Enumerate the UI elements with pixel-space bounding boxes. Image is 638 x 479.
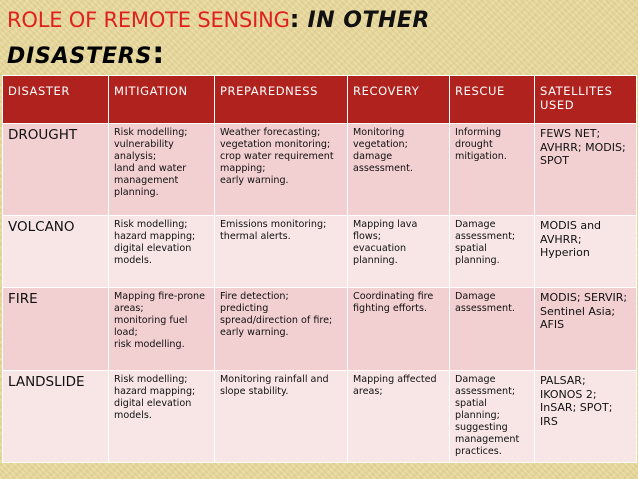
cell-mitigation: Risk modelling; hazard mapping; digital elevation models. [109,216,215,288]
cell-disaster: DROUGHT [3,124,109,216]
header-preparedness: PREPAREDNESS [215,76,348,124]
cell-recovery: Mapping lava flows; evacuation planning. [348,216,450,288]
title-colon-2: : [152,36,165,71]
cell-mitigation: Risk modelling; vulnerability analysis; land and water management planning. [109,124,215,216]
cell-preparedness: Emissions monitoring; thermal alerts. [215,216,348,288]
cell-satellites: FEWS NET; AVHRR; MODIS; SPOT [535,124,637,216]
cell-recovery: Coordinating fire fighting efforts. [348,288,450,371]
table-row [3,216,637,288]
cell-preparedness: Weather forecasting; vegetation monitoring; crop water requirement mapping; early warning. [215,124,348,216]
header-recovery: RECOVERY [348,76,450,124]
cell-mitigation: Mapping fire-prone areas; monitoring fuel load; risk modelling. [109,288,215,371]
cell-preparedness: Monitoring rainfall and slope stability. [215,371,348,463]
cell-preparedness: Fire detection; predicting spread/direction of fire; early warning. [215,288,348,371]
cell-recovery: Monitoring vegetation; damage assessment. [348,124,450,216]
header-satellites: SATELLITES USED [535,76,637,124]
cell-satellites: MODIS; SERVIR; Sentinel Asia; AFIS [535,288,637,371]
slide-title [7,0,633,40]
title-rest: IN OTHER [299,8,430,33]
cell-mitigation: Risk modelling; hazard mapping; digital elevation models. [109,371,215,463]
table-header-row [3,76,637,124]
cell-rescue: Damage assessment; spatial planning. [450,216,535,288]
cell-disaster: VOLCANO [3,216,109,288]
cell-satellites: MODIS and AVHRR; Hyperion [535,216,637,288]
cell-rescue: Informing drought mitigation. [450,124,535,216]
title-colon: : [289,5,300,33]
cell-satellites: PALSAR; IKONOS 2; InSAR; SPOT; IRS [535,371,637,463]
cell-rescue: Damage assessment. [450,288,535,371]
cell-disaster: FIRE [3,288,109,371]
title-disasters: DISASTERS [7,44,153,69]
table-row [3,371,637,463]
disaster-table [2,75,637,463]
title-highlight: ROLE OF REMOTE SENSING [7,8,290,32]
slide-title-line2 [7,36,165,71]
table-row [3,124,637,216]
header-rescue: RESCUE [450,76,535,124]
header-disaster: DISASTER [3,76,109,124]
header-mitigation: MITIGATION [109,76,215,124]
cell-disaster: LANDSLIDE [3,371,109,463]
cell-rescue: Damage assessment; spatial planning; suggesting management practices. [450,371,535,463]
table-row [3,288,637,371]
cell-recovery: Mapping affected areas; [348,371,450,463]
